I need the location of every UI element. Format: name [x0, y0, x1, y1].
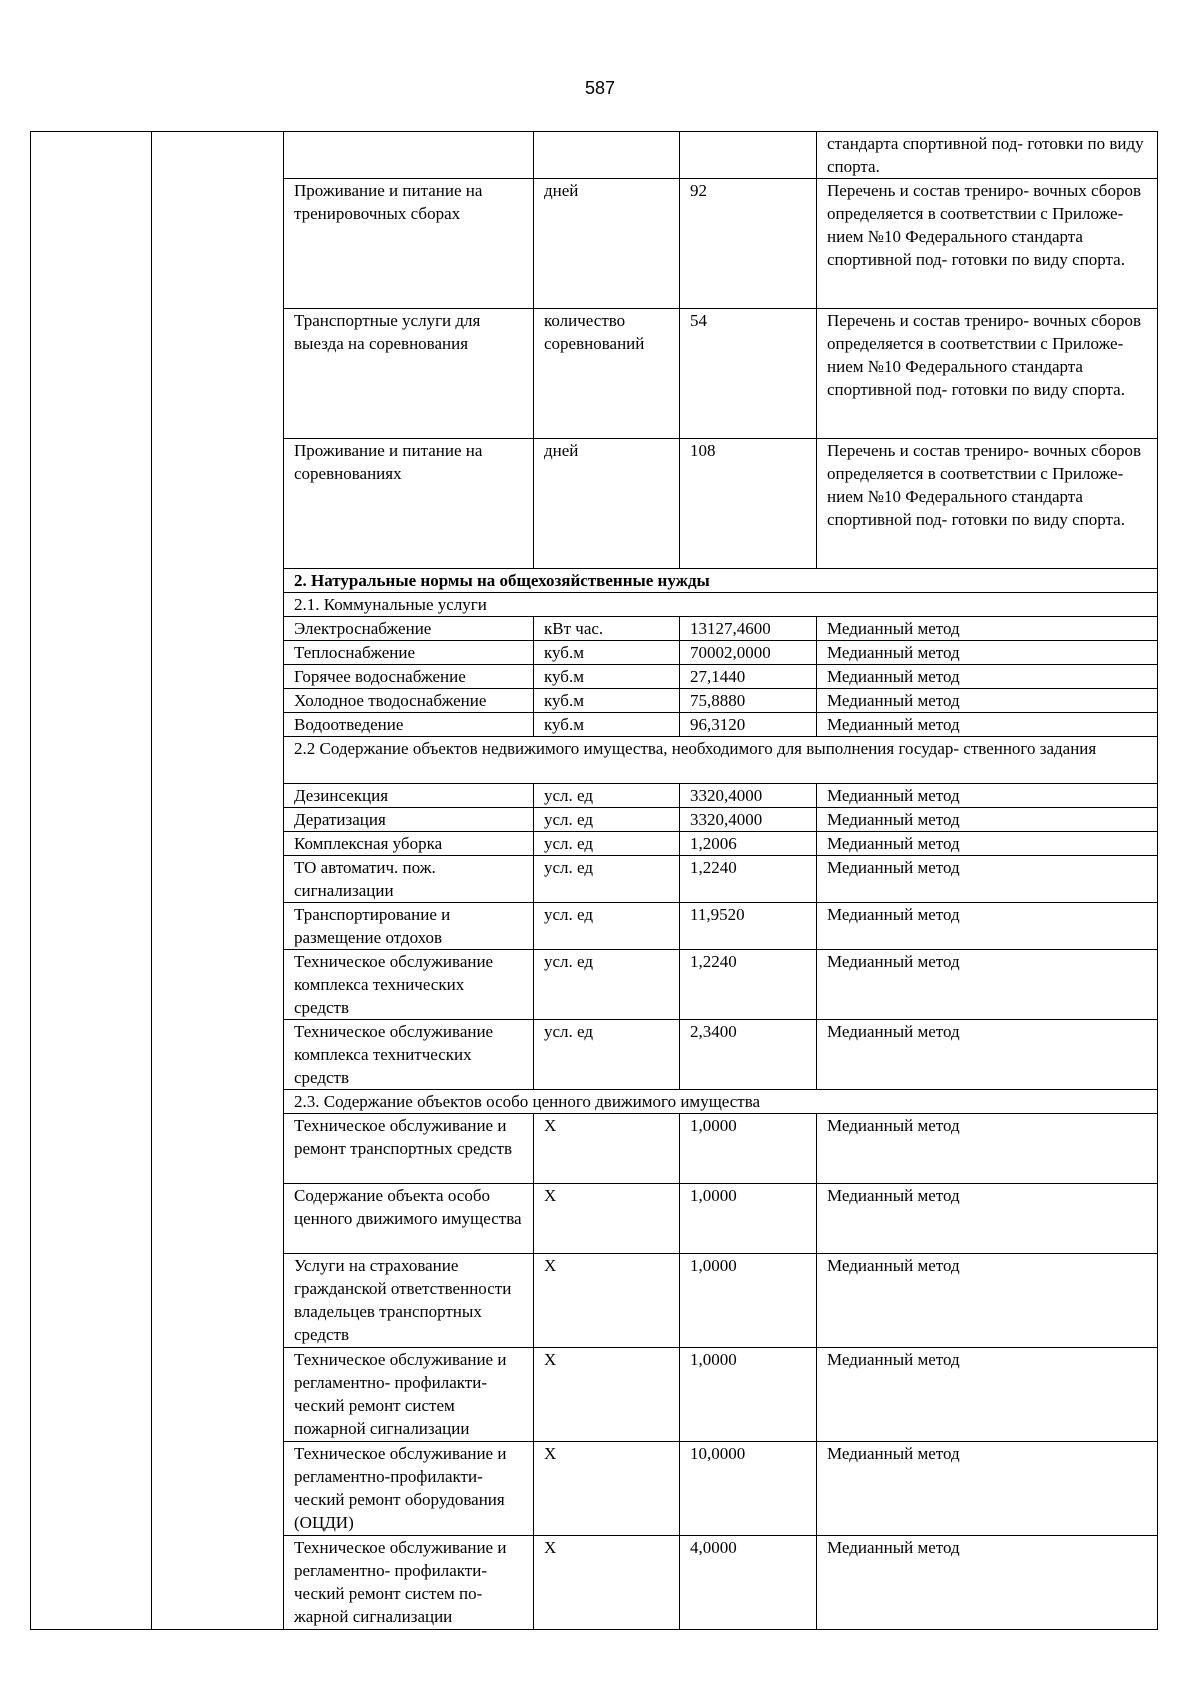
cell-method: Медианный метод: [817, 903, 1158, 950]
table-row: [31, 132, 1158, 179]
cell-name: Проживание и питание на тренировочных сборах: [284, 179, 534, 309]
cell-value: 4,0000: [680, 1536, 817, 1630]
cell-unit: Х: [534, 1114, 680, 1184]
cell-note: Перечень и состав трениро- вочных сборов определяется в соответствии с Приложе- нием №10 Федерального стандарта спортивной под- готовки по виду спорта.: [817, 439, 1158, 569]
cell-value: 108: [680, 439, 817, 569]
cell-unit: куб.м: [534, 689, 680, 713]
cell-unit: усл. ед: [534, 832, 680, 856]
cell-unit: [534, 132, 680, 179]
cell-method: Медианный метод: [817, 617, 1158, 641]
cell-unit: Х: [534, 1442, 680, 1536]
cell-unit: Х: [534, 1184, 680, 1254]
cell-name: Водоотведение: [284, 713, 534, 737]
cell-unit: кВт час.: [534, 617, 680, 641]
cell-method: Медианный метод: [817, 808, 1158, 832]
cell-value: 1,2240: [680, 950, 817, 1020]
cell-method: Медианный метод: [817, 950, 1158, 1020]
cell-name: Холодное тводоснабжение: [284, 689, 534, 713]
cell-unit: куб.м: [534, 641, 680, 665]
cell-method: Медианный метод: [817, 832, 1158, 856]
cell-unit: Х: [534, 1254, 680, 1348]
cell-name: ТО автоматич. пож. сигнализации: [284, 856, 534, 903]
cell-unit: усл. ед: [534, 1020, 680, 1090]
cell-unit: Х: [534, 1536, 680, 1630]
cell-value: 1,0000: [680, 1348, 817, 1442]
cell-unit: куб.м: [534, 665, 680, 689]
cell-value: 75,8880: [680, 689, 817, 713]
cell-unit: усл. ед: [534, 950, 680, 1020]
cell-name: Услуги на страхование гражданской ответственности владельцев транспортных средств: [284, 1254, 534, 1348]
cell-note: Перечень и состав трениро- вочных сборов определяется в соответствии с Приложе- нием №10 Федерального стандарта спортивной под- готовки по виду спорта.: [817, 309, 1158, 439]
cell-name: Проживание и питание на соревнованиях: [284, 439, 534, 569]
cell-method: Медианный метод: [817, 689, 1158, 713]
cell-name: Комплексная уборка: [284, 832, 534, 856]
cell-note: стандарта спортивной под- готовки по виду спорта.: [817, 132, 1158, 179]
cell-unit: дней: [534, 439, 680, 569]
subsection-2-1-title: 2.1. Коммунальные услуги: [284, 593, 1158, 617]
cell-name: Транспортирование и размещение отдохов: [284, 903, 534, 950]
cell-unit: усл. ед: [534, 808, 680, 832]
cell-method: Медианный метод: [817, 641, 1158, 665]
cell-name: Техническое обслуживание и регламентно-профилакти- ческий ремонт оборудования (ОЦДИ): [284, 1442, 534, 1536]
cell-name: Содержание объекта особо ценного движимого имущества: [284, 1184, 534, 1254]
section-2-title: 2. Натуральные нормы на общехозяйственные нужды: [284, 569, 1158, 593]
cell-method: Медианный метод: [817, 1536, 1158, 1630]
cell-value: 27,1440: [680, 665, 817, 689]
cell-name: Техническое обслуживание комплекса технических средств: [284, 950, 534, 1020]
cell-unit: Х: [534, 1348, 680, 1442]
cell-method: Медианный метод: [817, 856, 1158, 903]
cell-unit: усл. ед: [534, 856, 680, 903]
cell-value: 1,0000: [680, 1254, 817, 1348]
cell-value: 3320,4000: [680, 784, 817, 808]
cell-value: 1,2006: [680, 832, 817, 856]
cell-unit: количество соревнований: [534, 309, 680, 439]
cell-value: 3320,4000: [680, 808, 817, 832]
cell-method: Медианный метод: [817, 713, 1158, 737]
cell-value: 1,2240: [680, 856, 817, 903]
cell-name: Техническое обслуживание и регламентно- профилакти- ческий ремонт систем по- жарной сигнализации: [284, 1536, 534, 1630]
cell-name: Электроснабжение: [284, 617, 534, 641]
cell-unit: куб.м: [534, 713, 680, 737]
norms-table: [30, 131, 1158, 1630]
cell-method: Медианный метод: [817, 1442, 1158, 1536]
cell-name: Дератизация: [284, 808, 534, 832]
cell-note: Перечень и состав трениро- вочных сборов определяется в соответствии с Приложе- нием №10 Федерального стандарта спортивной под- готовки по виду спорта.: [817, 179, 1158, 309]
subsection-2-2-title: 2.2 Содержание объектов недвижимого имущества, необходимого для выполнения государ- ственного задания: [284, 737, 1158, 784]
cell-unit: усл. ед: [534, 903, 680, 950]
cell-value: 96,3120: [680, 713, 817, 737]
page-number: 587: [584, 78, 616, 98]
cell-name: Теплоснабжение: [284, 641, 534, 665]
cell-name: Транспортные услуги для выезда на соревнования: [284, 309, 534, 439]
cell-unit: усл. ед: [534, 784, 680, 808]
cell-name: Техническое обслуживание комплекса технитческих средств: [284, 1020, 534, 1090]
empty-column-1: [31, 132, 152, 1630]
cell-method: Медианный метод: [817, 1020, 1158, 1090]
cell-method: Медианный метод: [817, 784, 1158, 808]
cell-method: Медианный метод: [817, 1254, 1158, 1348]
cell-value: 13127,4600: [680, 617, 817, 641]
cell-value: 54: [680, 309, 817, 439]
cell-value: 10,0000: [680, 1442, 817, 1536]
cell-name: Техническое обслуживание и регламентно- профилакти- ческий ремонт систем пожарной сигнализации: [284, 1348, 534, 1442]
cell-method: Медианный метод: [817, 665, 1158, 689]
cell-method: Медианный метод: [817, 1184, 1158, 1254]
cell-name: Дезинсекция: [284, 784, 534, 808]
cell-value: 11,9520: [680, 903, 817, 950]
cell-name: [284, 132, 534, 179]
subsection-2-3-title: 2.3. Содержание объектов особо ценного движимого имущества: [284, 1090, 1158, 1114]
cell-value: 92: [680, 179, 817, 309]
cell-name: Горячее водоснабжение: [284, 665, 534, 689]
empty-column-2: [152, 132, 284, 1630]
cell-unit: дней: [534, 179, 680, 309]
cell-name: Техническое обслуживание и ремонт транспортных средств: [284, 1114, 534, 1184]
cell-value: 2,3400: [680, 1020, 817, 1090]
cell-value: 70002,0000: [680, 641, 817, 665]
cell-method: Медианный метод: [817, 1114, 1158, 1184]
cell-value: 1,0000: [680, 1114, 817, 1184]
cell-value: 1,0000: [680, 1184, 817, 1254]
cell-method: Медианный метод: [817, 1348, 1158, 1442]
cell-value: [680, 132, 817, 179]
